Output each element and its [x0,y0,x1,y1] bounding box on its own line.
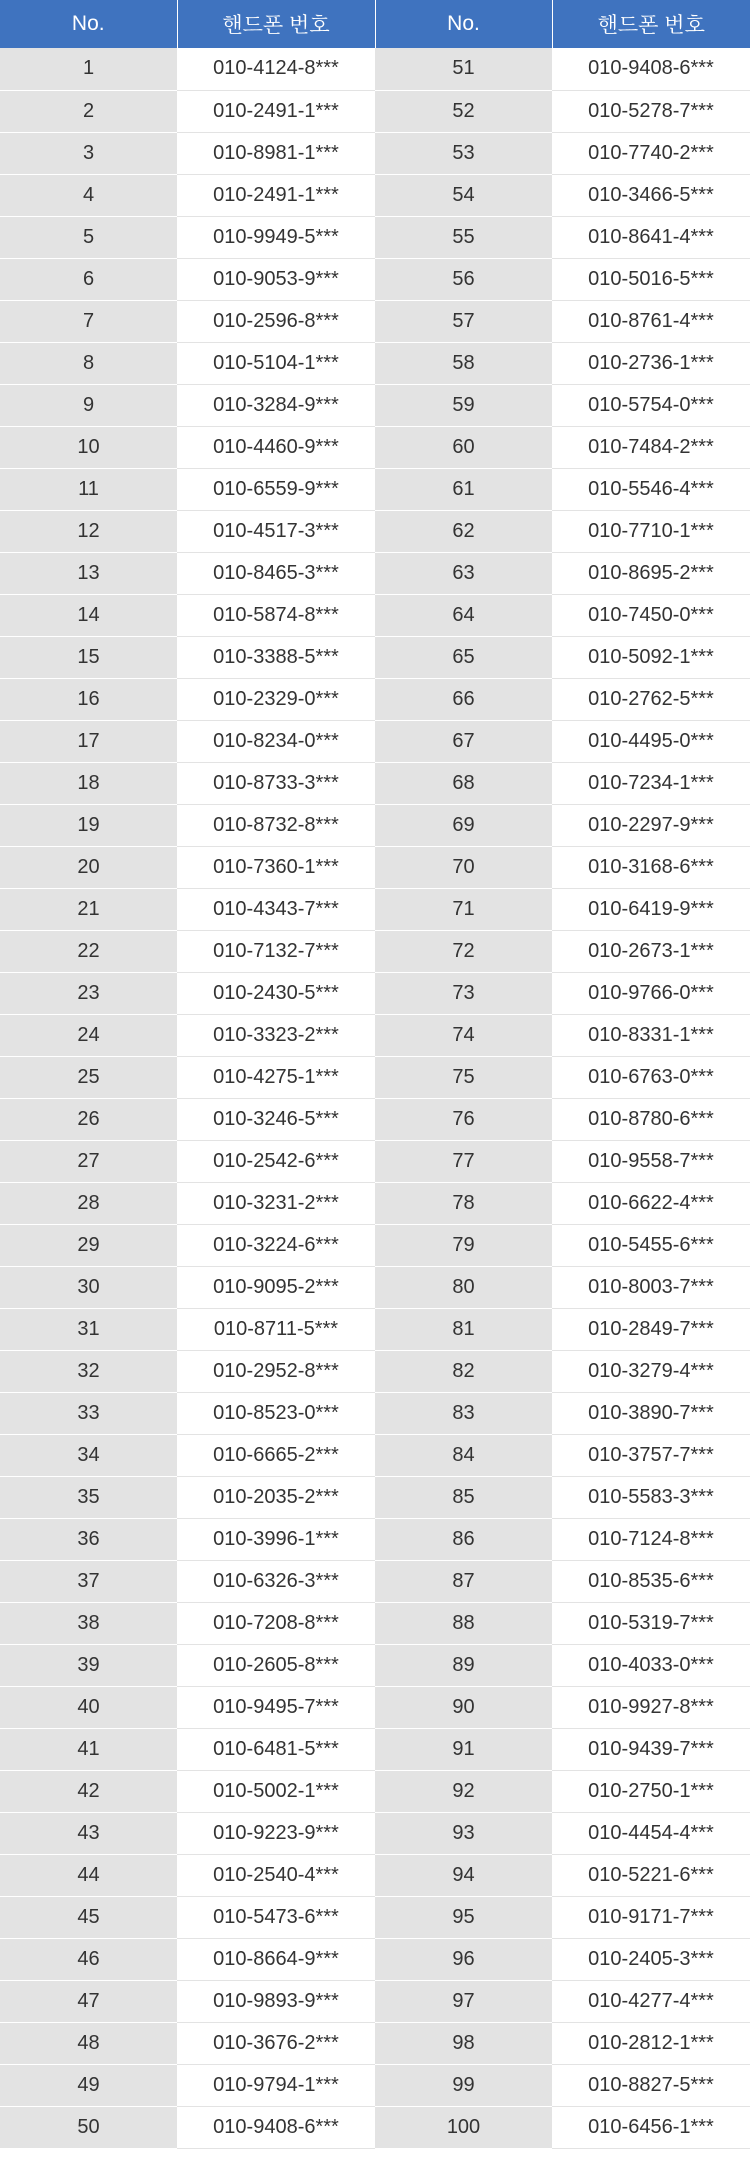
row-number-right: 70 [375,846,552,888]
table-row [0,594,750,636]
table-row [0,1434,750,1476]
header-no-right: No. [375,0,552,48]
phone-number-left: 010-9949-5*** [177,216,375,258]
row-number-left: 22 [0,930,177,972]
phone-number-left: 010-7132-7*** [177,930,375,972]
phone-number-left: 010-8981-1*** [177,132,375,174]
phone-number-left: 010-6665-2*** [177,1434,375,1476]
row-number-left: 6 [0,258,177,300]
table-row [0,762,750,804]
phone-number-right: 010-8761-4*** [552,300,750,342]
phone-number-right: 010-8695-2*** [552,552,750,594]
phone-number-left: 010-8733-3*** [177,762,375,804]
phone-number-right: 010-6419-9*** [552,888,750,930]
phone-number-right: 010-7234-1*** [552,762,750,804]
phone-number-right: 010-7484-2*** [552,426,750,468]
phone-number-left: 010-8234-0*** [177,720,375,762]
table-row [0,1098,750,1140]
table-row [0,1140,750,1182]
table-row [0,1938,750,1980]
phone-number-left: 010-9053-9*** [177,258,375,300]
table-row [0,1350,750,1392]
row-number-right: 97 [375,1980,552,2022]
row-number-left: 34 [0,1434,177,1476]
row-number-left: 26 [0,1098,177,1140]
table-row [0,552,750,594]
phone-number-left: 010-4275-1*** [177,1056,375,1098]
phone-number-right: 010-8780-6*** [552,1098,750,1140]
phone-number-left: 010-4124-8*** [177,48,375,90]
table-row [0,342,750,384]
row-number-left: 44 [0,1854,177,1896]
table-row [0,1056,750,1098]
row-number-right: 100 [375,2106,552,2148]
phone-number-left: 010-4517-3*** [177,510,375,552]
phone-number-left: 010-3388-5*** [177,636,375,678]
row-number-left: 2 [0,90,177,132]
row-number-left: 43 [0,1812,177,1854]
row-number-left: 31 [0,1308,177,1350]
phone-number-right: 010-7710-1*** [552,510,750,552]
phone-number-right: 010-8003-7*** [552,1266,750,1308]
row-number-left: 4 [0,174,177,216]
table-row [0,1476,750,1518]
table-row [0,1224,750,1266]
row-number-left: 38 [0,1602,177,1644]
phone-number-left: 010-2491-1*** [177,90,375,132]
row-number-left: 29 [0,1224,177,1266]
phone-number-right: 010-8641-4*** [552,216,750,258]
phone-number-right: 010-9439-7*** [552,1728,750,1770]
row-number-right: 66 [375,678,552,720]
row-number-right: 95 [375,1896,552,1938]
header-no-left: No. [0,0,177,48]
row-number-right: 55 [375,216,552,258]
header-phone-left: 핸드폰 번호 [177,0,375,48]
table-row [0,1728,750,1770]
row-number-left: 10 [0,426,177,468]
row-number-right: 85 [375,1476,552,1518]
row-number-right: 59 [375,384,552,426]
phone-number-right: 010-5583-3*** [552,1476,750,1518]
table-row [0,972,750,1014]
phone-number-left: 010-8732-8*** [177,804,375,846]
row-number-right: 90 [375,1686,552,1728]
row-number-right: 57 [375,300,552,342]
phone-number-left: 010-5874-8*** [177,594,375,636]
row-number-left: 49 [0,2064,177,2106]
phone-number-right: 010-8331-1*** [552,1014,750,1056]
phone-number-right: 010-7740-2*** [552,132,750,174]
row-number-left: 47 [0,1980,177,2022]
phone-number-left: 010-2596-8*** [177,300,375,342]
phone-number-right: 010-9927-8*** [552,1686,750,1728]
phone-number-left: 010-2491-1*** [177,174,375,216]
row-number-right: 65 [375,636,552,678]
table-row [0,510,750,552]
row-number-left: 28 [0,1182,177,1224]
phone-number-left: 010-9408-6*** [177,2106,375,2148]
table-row [0,426,750,468]
row-number-right: 82 [375,1350,552,1392]
phone-number-right: 010-2673-1*** [552,930,750,972]
row-number-left: 27 [0,1140,177,1182]
row-number-left: 18 [0,762,177,804]
row-number-right: 78 [375,1182,552,1224]
row-number-right: 80 [375,1266,552,1308]
phone-number-right: 010-7450-0*** [552,594,750,636]
row-number-right: 69 [375,804,552,846]
row-number-left: 30 [0,1266,177,1308]
phone-number-right: 010-3757-7*** [552,1434,750,1476]
row-number-left: 3 [0,132,177,174]
row-number-left: 14 [0,594,177,636]
row-number-right: 60 [375,426,552,468]
table-row [0,1266,750,1308]
phone-number-left: 010-5473-6*** [177,1896,375,1938]
phone-number-left: 010-9794-1*** [177,2064,375,2106]
row-number-left: 36 [0,1518,177,1560]
phone-number-left: 010-9223-9*** [177,1812,375,1854]
phone-number-right: 010-3168-6*** [552,846,750,888]
row-number-left: 12 [0,510,177,552]
phone-number-right: 010-2849-7*** [552,1308,750,1350]
table-row [0,2106,750,2148]
table-row [0,1644,750,1686]
phone-number-right: 010-5016-5*** [552,258,750,300]
row-number-right: 71 [375,888,552,930]
phone-number-right: 010-5092-1*** [552,636,750,678]
phone-number-right: 010-4495-0*** [552,720,750,762]
row-number-left: 16 [0,678,177,720]
row-number-right: 56 [375,258,552,300]
phone-number-left: 010-3231-2*** [177,1182,375,1224]
table-row [0,1308,750,1350]
row-number-right: 81 [375,1308,552,1350]
row-number-right: 52 [375,90,552,132]
row-number-right: 91 [375,1728,552,1770]
table-row [0,1770,750,1812]
phone-number-right: 010-9558-7*** [552,1140,750,1182]
row-number-left: 35 [0,1476,177,1518]
table-row [0,1854,750,1896]
row-number-right: 63 [375,552,552,594]
row-number-right: 68 [375,762,552,804]
row-number-left: 5 [0,216,177,258]
row-number-left: 21 [0,888,177,930]
phone-number-left: 010-6326-3*** [177,1560,375,1602]
row-number-right: 99 [375,2064,552,2106]
row-number-left: 7 [0,300,177,342]
table-row [0,678,750,720]
row-number-left: 33 [0,1392,177,1434]
row-number-left: 46 [0,1938,177,1980]
phone-number-right: 010-7124-8*** [552,1518,750,1560]
header-row [0,0,750,48]
phone-number-left: 010-6481-5*** [177,1728,375,1770]
row-number-right: 61 [375,468,552,510]
table-row [0,174,750,216]
phone-number-right: 010-6456-1*** [552,2106,750,2148]
row-number-right: 58 [375,342,552,384]
table-row [0,1392,750,1434]
row-number-right: 73 [375,972,552,1014]
phone-number-right: 010-5754-0*** [552,384,750,426]
phone-number-left: 010-5002-1*** [177,1770,375,1812]
phone-number-left: 010-2430-5*** [177,972,375,1014]
row-number-right: 74 [375,1014,552,1056]
row-number-left: 9 [0,384,177,426]
row-number-right: 77 [375,1140,552,1182]
phone-number-left: 010-3284-9*** [177,384,375,426]
phone-number-right: 010-2750-1*** [552,1770,750,1812]
phone-number-left: 010-7360-1*** [177,846,375,888]
phone-number-right: 010-3466-5*** [552,174,750,216]
phone-number-left: 010-3323-2*** [177,1014,375,1056]
row-number-right: 79 [375,1224,552,1266]
phone-number-right: 010-2297-9*** [552,804,750,846]
row-number-right: 83 [375,1392,552,1434]
row-number-right: 87 [375,1560,552,1602]
phone-number-right: 010-5278-7*** [552,90,750,132]
row-number-right: 94 [375,1854,552,1896]
row-number-right: 88 [375,1602,552,1644]
row-number-left: 24 [0,1014,177,1056]
row-number-right: 62 [375,510,552,552]
phone-number-left: 010-2605-8*** [177,1644,375,1686]
table-header [0,0,750,48]
phone-number-right: 010-4277-4*** [552,1980,750,2022]
phone-number-right: 010-9171-7*** [552,1896,750,1938]
phone-number-right: 010-3279-4*** [552,1350,750,1392]
phone-number-left: 010-8664-9*** [177,1938,375,1980]
row-number-right: 53 [375,132,552,174]
row-number-left: 20 [0,846,177,888]
phone-number-right: 010-2812-1*** [552,2022,750,2064]
table-row [0,132,750,174]
row-number-left: 23 [0,972,177,1014]
row-number-right: 67 [375,720,552,762]
table-row [0,300,750,342]
phone-number-right: 010-8827-5*** [552,2064,750,2106]
table-row [0,1980,750,2022]
phone-number-left: 010-7208-8*** [177,1602,375,1644]
phone-number-left: 010-5104-1*** [177,342,375,384]
phone-number-left: 010-8711-5*** [177,1308,375,1350]
row-number-left: 32 [0,1350,177,1392]
table-row [0,48,750,90]
table-row [0,804,750,846]
phone-number-left: 010-2542-6*** [177,1140,375,1182]
phone-number-right: 010-8535-6*** [552,1560,750,1602]
phone-number-right: 010-5455-6*** [552,1224,750,1266]
table-row [0,930,750,972]
phone-number-right: 010-9408-6*** [552,48,750,90]
phone-number-left: 010-2035-2*** [177,1476,375,1518]
row-number-left: 1 [0,48,177,90]
row-number-right: 54 [375,174,552,216]
phone-number-right: 010-5221-6*** [552,1854,750,1896]
row-number-left: 50 [0,2106,177,2148]
row-number-right: 98 [375,2022,552,2064]
phone-number-left: 010-9495-7*** [177,1686,375,1728]
row-number-left: 45 [0,1896,177,1938]
row-number-left: 40 [0,1686,177,1728]
table-row [0,1182,750,1224]
table-row [0,216,750,258]
phone-number-right: 010-3890-7*** [552,1392,750,1434]
phone-number-right: 010-4454-4*** [552,1812,750,1854]
row-number-right: 76 [375,1098,552,1140]
phone-number-left: 010-3676-2*** [177,2022,375,2064]
phone-number-right: 010-5546-4*** [552,468,750,510]
phone-number-left: 010-9095-2*** [177,1266,375,1308]
row-number-left: 13 [0,552,177,594]
row-number-right: 89 [375,1644,552,1686]
header-phone-right: 핸드폰 번호 [552,0,750,48]
table-row [0,2022,750,2064]
table-row [0,1560,750,1602]
table-row [0,888,750,930]
table-row [0,1896,750,1938]
table-row [0,636,750,678]
row-number-left: 37 [0,1560,177,1602]
row-number-left: 41 [0,1728,177,1770]
phone-number-left: 010-2952-8*** [177,1350,375,1392]
phone-number-right: 010-2762-5*** [552,678,750,720]
table-row [0,1014,750,1056]
table-row [0,1812,750,1854]
phone-number-left: 010-9893-9*** [177,1980,375,2022]
phone-number-right: 010-9766-0*** [552,972,750,1014]
phone-number-right: 010-2736-1*** [552,342,750,384]
row-number-right: 51 [375,48,552,90]
phone-number-left: 010-3996-1*** [177,1518,375,1560]
phone-number-left: 010-3246-5*** [177,1098,375,1140]
row-number-right: 64 [375,594,552,636]
phone-number-left: 010-2540-4*** [177,1854,375,1896]
row-number-left: 25 [0,1056,177,1098]
row-number-right: 75 [375,1056,552,1098]
phone-number-right: 010-6763-0*** [552,1056,750,1098]
table-row [0,384,750,426]
row-number-left: 42 [0,1770,177,1812]
table-row [0,1518,750,1560]
phone-number-right: 010-2405-3*** [552,1938,750,1980]
row-number-left: 39 [0,1644,177,1686]
table-row [0,1602,750,1644]
phone-number-left: 010-8523-0*** [177,1392,375,1434]
row-number-right: 84 [375,1434,552,1476]
row-number-right: 72 [375,930,552,972]
phone-number-left: 010-4343-7*** [177,888,375,930]
row-number-right: 92 [375,1770,552,1812]
row-number-right: 96 [375,1938,552,1980]
row-number-left: 11 [0,468,177,510]
table-row [0,2064,750,2106]
table-body [0,48,750,2148]
phone-number-right: 010-6622-4*** [552,1182,750,1224]
table-row [0,90,750,132]
phone-number-left: 010-4460-9*** [177,426,375,468]
row-number-right: 93 [375,1812,552,1854]
phone-number-left: 010-3224-6*** [177,1224,375,1266]
row-number-right: 86 [375,1518,552,1560]
table-row [0,846,750,888]
phone-number-left: 010-6559-9*** [177,468,375,510]
table-row [0,468,750,510]
phone-number-left: 010-2329-0*** [177,678,375,720]
phone-number-left: 010-8465-3*** [177,552,375,594]
phone-number-right: 010-4033-0*** [552,1644,750,1686]
row-number-left: 48 [0,2022,177,2064]
table-row [0,1686,750,1728]
row-number-left: 19 [0,804,177,846]
row-number-left: 17 [0,720,177,762]
row-number-left: 15 [0,636,177,678]
row-number-left: 8 [0,342,177,384]
phone-number-right: 010-5319-7*** [552,1602,750,1644]
table-row [0,720,750,762]
table-row [0,258,750,300]
